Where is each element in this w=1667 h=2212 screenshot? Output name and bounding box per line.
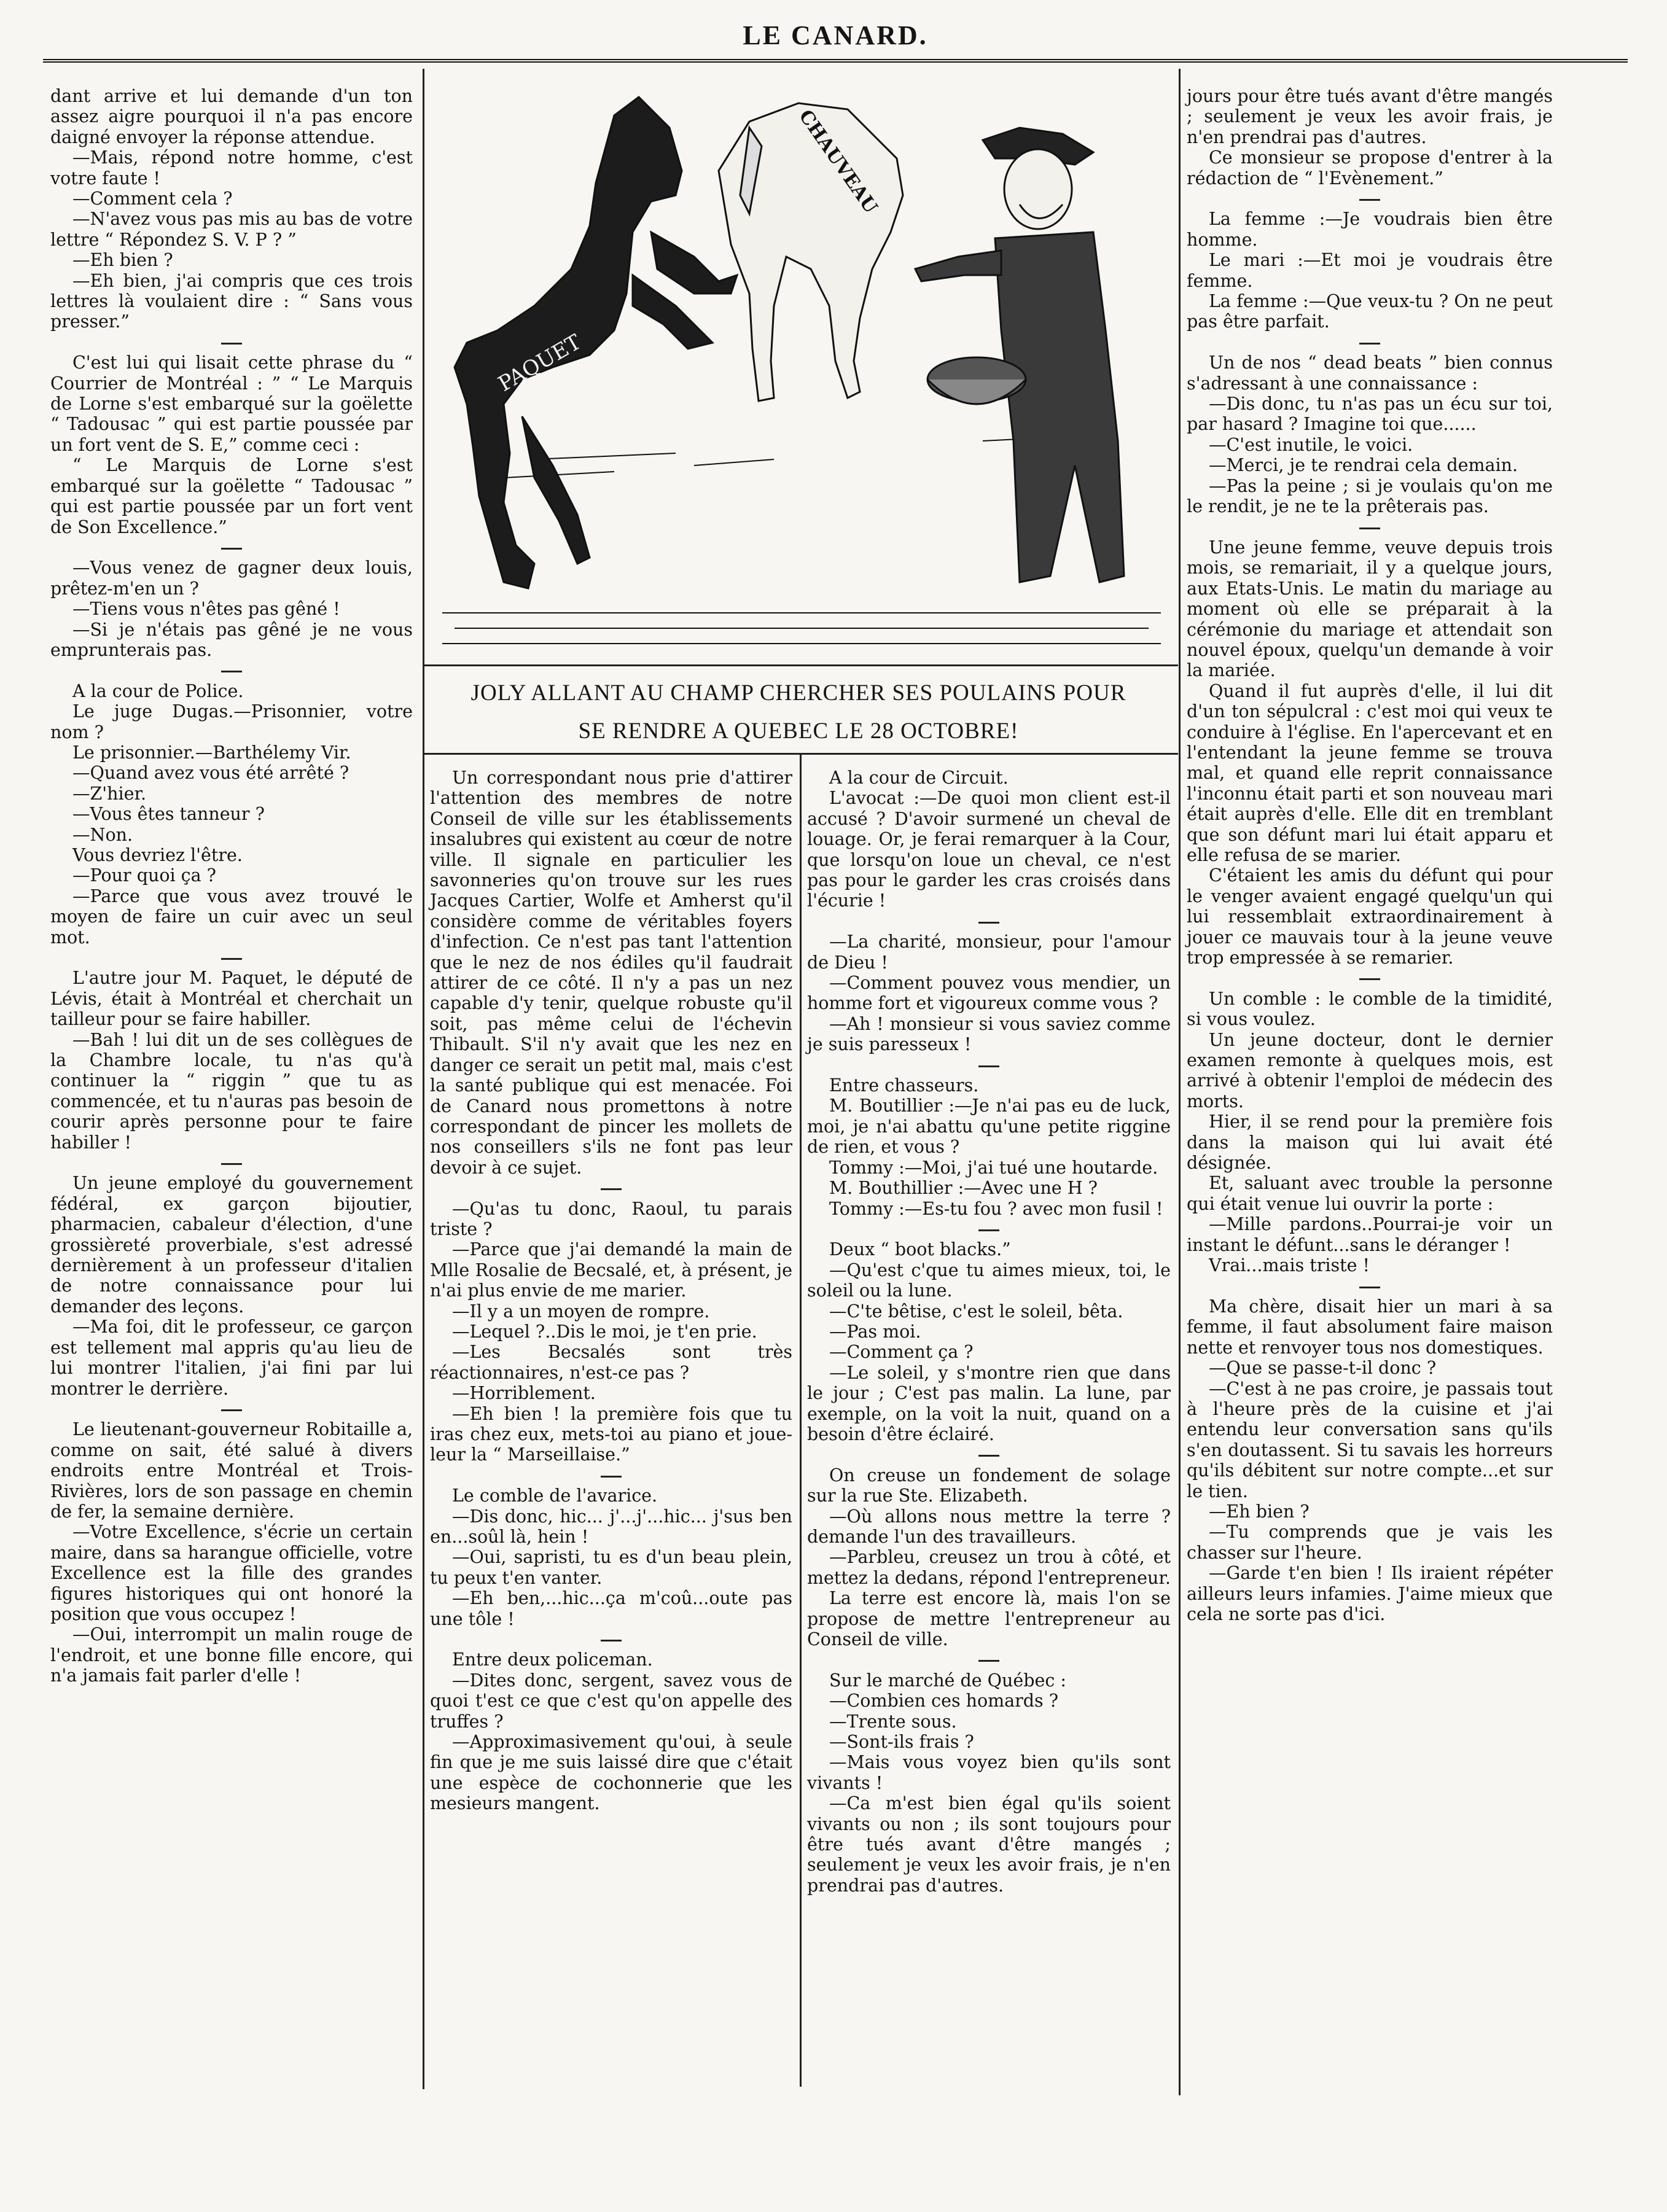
paragraph: “ Le Marquis de Lorne s'est embarqué sur la goëlette “ Tadousac ” qui est partie poussée par un fort vent de Son Excellence.” [50,455,413,537]
paragraph: Un jeune employé du gouvernement fédéral, ex garçon bijoutier, pharmacien, cabaleur d'élection, d'une grossièreté proverbiale, s'est adressé dernièrement à un professeur d'italien de notre connaissance pour lui demander des leçons. [50,1173,413,1317]
paragraph: Ce monsieur se propose d'entrer à la rédaction de “ l'Evènement.” [1187,147,1553,189]
paragraph: —Ma foi, dit le professeur, ce garçon est tellement mal appris qu'au lieu de lui montrer l'italien, j'ai fini par lui montrer le derrière. [50,1317,413,1399]
paragraph: —Z'hier. [72,783,147,804]
illustration-caption [430,674,1167,750]
rearing-horse-figure [455,97,737,588]
paragraph: —Eh bien ? [72,250,173,271]
section-separator [807,1219,1171,1239]
paragraph: Le comble de l'avarice. [452,1486,658,1506]
paragraph: Entre chasseurs. [829,1075,979,1096]
paragraph: —Sont-ils frais ? [829,1732,974,1753]
column-divider [1179,69,1181,2095]
paragraph: —Il y a un moyen de rompre. [452,1301,710,1322]
paragraph: Tommy :—Moi, j'ai tué une houtarde. [829,1157,1158,1178]
paragraph: —Pas moi. [829,1321,921,1342]
paragraph: Un jeune docteur, dont le dernier examen remonte à quelques mois, est arrivé à obtenir l'emploi de médecin des morts. [1187,1029,1553,1112]
paragraph: —Combien ces homards ? [829,1691,1059,1712]
paragraph: A la cour de Circuit. [829,768,1009,788]
paragraph: —Parce que vous avez trouvé le moyen de faire un cuir avec un seul mot. [50,886,413,948]
paragraph: —N'avez vous pas mis au bas de votre lettre “ Répondez S. V. P ? ” [50,209,413,250]
horse-left-label: PAQUET [494,329,585,397]
paragraph: —Oui, interrompit un malin rouge de l'endroit, et une bonne fille encore, qui n'a jamais fait parler d'elle ! [50,1624,413,1686]
paragraph: —Mille pardons..Pourrai-je voir un instant le défunt...sans le déranger ! [1187,1214,1553,1255]
paragraph: —Pour quoi ça ? [72,865,216,886]
paragraph: La terre est encore là, mais l'on se propose de mettre l'entrepreneur au Conseil de ville. [807,1588,1171,1649]
paragraph: Ma chère, disait hier un mari à sa femme, il faut absolument faire maison nette et renvoyer tous nos domestiques. [1187,1296,1553,1358]
column-divider [800,754,802,2087]
paragraph: Le juge Dugas.—Prisonnier, votre nom ? [50,701,413,742]
paragraph: —Comment ça ? [829,1342,974,1363]
paragraph: —Parbleu, creusez un trou à côté, et mettez la dedans, répond l'entrepreneur. [807,1547,1171,1588]
paragraph: —Où allons nous mettre la terre ? demande l'un des travailleurs. [807,1506,1171,1547]
paragraph: —Vous venez de gagner deux louis, prêtez-m'en un ? [50,558,413,599]
paragraph: C'est lui qui lisait cette phrase du “ Courrier de Montréal : ” “ Le Marquis de Lorne s'est embarqué sur la goëlette “ Tadousac ” qui est partie poussée par un fort vent de S. E,” comme ceci : [50,352,413,455]
column-4 [1187,86,1553,1624]
paragraph: Un correspondant nous prie d'attirer l'attention des membres de notre Conseil de ville sur les établissements insalubres qui existent au cœur de notre ville. Il signale en particulier les savonneries qu'on trouve sur les rues Jacques Cartier, Wolfe et Amherst qu'il considère comme de véritables foyers d'infection. Ce n'est pas tant l'attention que le nez de nos édiles qu'il faudrait attirer de ce côté. Il n'y a pas un nez capable d'y tenir, quelque robuste qu'il soit, pas même celui de l'échevin Thibault. S'il n'y avait que les nez en danger ce serait un petit mal, mais c'est la santé publique qui est menacée. Foi de Canard nous promettons à notre correspondant de pincer les mollets de nos conseillers s'ils ne font pas leur devoir à ce sujet. [430,768,792,1178]
standing-horse-figure [719,103,903,401]
paragraph: —Pas la peine ; si je voulais qu'on me le rendit, je ne te la prêterais pas. [1187,475,1553,517]
paragraph: On creuse un fondement de solage sur la rue Ste. Elizabeth. [807,1465,1171,1506]
paragraph: —Oui, sapristi, tu es d'un beau plein, tu peux t'en vanter. [430,1547,792,1588]
paragraph: —Comment pouvez vous mendier, un homme fort et vigoureux comme vous ? [807,973,1171,1014]
section-separator [807,1444,1171,1465]
paragraph: —Trente sous. [829,1711,957,1732]
section-separator [50,1399,413,1419]
section-separator [1187,332,1553,352]
paragraph: —Le soleil, y s'montre rien que dans le jour ; C'est pas malin. La lune, par exemple, on la voit la nuit, quand on a besoin d'être éclairé. [807,1362,1171,1444]
paragraph: —Ah ! monsieur si vous saviez comme je suis paresseux ! [807,1013,1171,1055]
section-separator [1187,1276,1553,1296]
paragraph: —Eh bien, j'ai compris que ces trois lettres là voulaient dire : “ Sans vous presser.” [50,270,413,332]
section-separator [1187,968,1553,988]
section-separator [1187,517,1553,537]
paragraph: C'étaient les amis du défunt qui pour le venger avaient engagé quelqu'un qui lui ressemblait extraordinairement à jouer ce mauvais tour à la jeune veuve trop empressée à se remarier. [1187,865,1553,968]
paragraph: M. Boutillier :—Je n'ai pas eu de luck, moi, je n'ai abattu qu'une petite riggine de rien, et vous ? [807,1096,1171,1158]
paragraph: M. Bouthillier :—Avec une H ? [829,1178,1098,1199]
section-separator [807,911,1171,932]
paragraph: —Approximasivement qu'oui, à seule fin que je me suis laissé dire que c'était une espèce de cochonnerie que les mesieurs mangent. [430,1732,792,1814]
section-separator [50,1153,413,1173]
paragraph: Tommy :—Es-tu fou ? avec mon fusil ! [829,1198,1163,1219]
column-1 [50,86,413,1686]
section-separator [50,660,413,680]
paragraph: —Qu'est c'que tu aimes mieux, toi, le soleil ou la lune. [807,1260,1171,1301]
paragraph: —Merci, je te rendrai cela demain. [1209,455,1518,476]
section-separator [50,332,413,352]
paragraph: —Horriblement. [452,1383,596,1404]
paragraph: —Vous êtes tanneur ? [72,804,265,825]
paragraph: —La charité, monsieur, pour l'amour de Dieu ! [807,932,1171,973]
horse-right-label: CHAUVEAU [794,106,882,218]
paragraph: Sur le marché de Québec : [829,1670,1066,1691]
paragraph: —Votre Excellence, s'écrie un certain maire, dans sa harangue officielle, votre Excellence est la fille des grandes figures historiques qui ont honoré la position que vous occupez ! [50,1522,413,1624]
paragraph: Quand il fut auprès d'elle, il lui dit d'un ton sépulcral : c'est moi qui veux te conduire à l'église. En l'apercevant et en l'entendant la jeune femme se trouva mal, et quand elle reprit connaissance l'inconnu était parti et son nouveau mari était auprès d'elle. Elle dit en tremblant que son défunt mari lui était apparu et elle refusa de se marier. [1187,680,1553,865]
paragraph: A la cour de Police. [72,680,244,701]
paragraph: —Les Becsalés sont très réactionnaires, n'est-ce pas ? [430,1342,792,1383]
paragraph: —Qu'as tu donc, Raoul, tu parais triste ? [430,1198,792,1239]
paragraph: La femme :—Je voudrais bien être homme. [1187,209,1553,250]
paragraph: Vous devriez l'être. [72,844,243,865]
paragraph: —Que se passe-t-il donc ? [1209,1358,1437,1379]
caption-line-1: JOLY ALLANT AU CHAMP CHERCHER SES POULAINS POUR [470,680,1126,706]
paragraph: L'autre jour M. Paquet, le député de Lévis, était à Montréal et cherchait un tailleur pour se faire habiller. [50,968,413,1030]
paragraph: —C'est à ne pas croire, je passais tout à l'heure près de la cuisine et j'ai entendu leur conversation sans qu'ils s'en doutassent. Si tu savais les horreurs qu'ils débitent sur notre compte...et sur le tien. [1187,1378,1553,1501]
paragraph: dant arrive et lui demande d'un ton assez aigre pourquoi il n'a pas encore daigné envoyer la réponse attendue. [50,86,413,147]
caption-bottom-rule [424,753,1178,755]
paragraph: —Comment cela ? [72,189,233,209]
section-separator [50,948,413,968]
section-separator [50,537,413,558]
paragraph: —Eh ben,...hic...ça m'coû...oute pas une tôle ! [430,1588,792,1629]
paragraph: Le lieutenant-gouverneur Robitaille a, comme on sait, été salué à divers endroits entre Montréal et Trois-Rivières, lors de son passage en chemin de fer, la semaine dernière. [50,1419,413,1522]
masthead-title: LE CANARD. [743,20,928,50]
paragraph: —Dis donc, tu n'as pas un écu sur toi, par hasard ? Imagine toi que...... [1187,394,1553,435]
section-separator [430,1465,792,1486]
paragraph: Et, saluant avec trouble la personne qui était venue lui ouvrir la porte : [1187,1173,1553,1214]
paragraph: —Ca m'est bien égal qu'ils soient vivants ou non ; ils sont toujours pour être tués avant d'être mangés ; seulement je veux les avoir frais, je n'en prendrai pas d'autres. [807,1793,1171,1896]
illustration-bottom-rule [424,664,1178,666]
column-3 [807,768,1171,1896]
paragraph: —Mais, répond notre homme, c'est votre faute ! [50,147,413,189]
paragraph: —Garde t'en bien ! Ils iraient répéter ailleurs leurs infamies. J'aime mieux que cela ne sorte pas d'ici. [1187,1563,1553,1624]
paragraph: —Parce que j'ai demandé la main de Mlle Rosalie de Becsalé, et, à présent, je n'ai plus envie de me marier. [430,1239,792,1301]
cartoon-illustration [430,72,1173,662]
paragraph: L'avocat :—De quoi mon client est-il accusé ? D'avoir surmené un cheval de louage. Or, je ferai remarquer à la Cour, que lorsqu'on loue un cheval, ce n'est pas pour le garder les cras croisés dans l'écurie ! [807,788,1171,911]
paragraph: Une jeune femme, veuve depuis trois mois, se remariait, il y a quelque jours, aux Etats-Unis. Le matin du mariage au moment où elle se préparait à la cérémonie du mariage et attendait son nouvel époux, quelqu'un demande à voir la mariée. [1187,537,1553,681]
section-separator [807,1649,1171,1670]
paragraph: —Mais vous voyez bien qu'ils sont vivants ! [807,1752,1171,1793]
paragraph: —Non. [72,824,133,845]
paragraph: Vrai...mais triste ! [1209,1255,1370,1276]
paragraph: —C'te bêtise, c'est le soleil, bêta. [829,1301,1123,1322]
paragraph: —Quand avez vous été arrêté ? [72,763,349,784]
paragraph: —Tiens vous n'êtes pas gêné ! [72,599,340,620]
man-figure [915,128,1124,582]
paragraph: —Lequel ?..Dis le moi, je t'en prie. [452,1321,757,1342]
paragraph: jours pour être tués avant d'être mangés ; seulement je veux les avoir frais, je n'en prendrai pas d'autres. [1187,86,1553,147]
paragraph: Deux “ boot blacks.” [829,1239,1011,1260]
paragraph: Le mari :—Et moi je voudrais être femme. [1187,250,1553,291]
section-separator [430,1178,792,1198]
paragraph: —Eh bien ? [1209,1501,1310,1522]
paragraph: —Dites donc, sergent, savez vous de quoi t'est ce que c'est qu'on appelle des truffes ? [430,1670,792,1732]
paragraph: —C'est inutile, le voici. [1209,434,1413,455]
paragraph: La femme :—Que veux-tu ? On ne peut pas être parfait. [1187,291,1553,332]
column-2 [430,768,792,1814]
section-separator [807,1055,1171,1075]
column-divider [423,69,424,2089]
paragraph: —Bah ! lui dit un de ses collègues de la Chambre locale, tu n'as qu'à continuer la “ riggin ” que tu as commencée, et tu n'auras pas besoin de courir après personne pour te faire habiller ! [50,1029,413,1153]
paragraph: Hier, il se rend pour la première fois dans la maison qui lui avait été désignée. [1187,1112,1553,1174]
paragraph: Entre deux policeman. [452,1649,653,1670]
section-separator [1187,189,1553,209]
section-separator [430,1629,792,1649]
paragraph: —Si je n'étais pas gêné je ne vous emprunterais pas. [50,619,413,660]
paragraph: —Eh bien ! la première fois que tu iras chez eux, mets-toi au piano et joue-leur la “ Marseillaise.” [430,1403,792,1465]
paragraph: Un de nos “ dead beats ” bien connus s'adressant à une connaissance : [1187,352,1553,394]
masthead-rule [43,59,1628,63]
paragraph: Un comble : le comble de la timidité, si vous voulez. [1187,988,1553,1030]
paragraph: —Dis donc, hic... j'...j'...hic... j'sus ben en...soûl là, hein ! [430,1506,792,1547]
paragraph: Le prisonnier.—Barthélemy Vir. [72,742,351,763]
paragraph: —Tu comprends que je vais les chasser sur l'heure. [1187,1522,1553,1563]
caption-line-2: SE RENDRE A QUEBEC LE 28 OCTOBRE! [578,719,1019,744]
